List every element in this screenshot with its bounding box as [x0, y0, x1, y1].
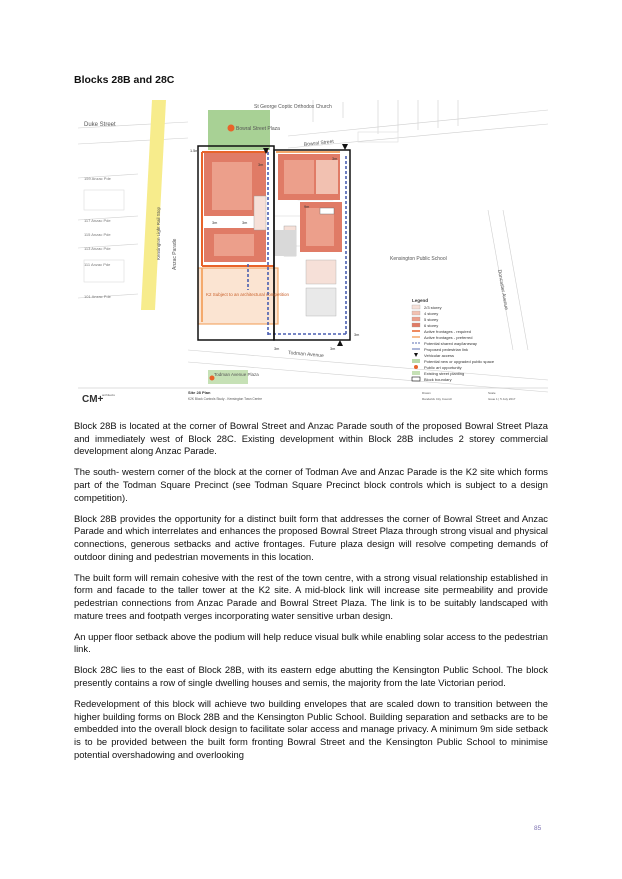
address-label: 117 Anzac Pde: [84, 218, 111, 223]
label-kensington-school: Kensington Public School: [390, 256, 447, 262]
dim-label: 3m: [332, 157, 338, 161]
dim-label: 3m: [212, 221, 218, 225]
address-label: 115 Anzac Pde: [84, 232, 111, 237]
address-label: 113 Anzac Pde: [84, 246, 111, 251]
label-todman-plaza: Todman Avenue Plaza: [214, 372, 259, 377]
dim-label: 3m: [274, 347, 280, 351]
svg-text:Potential new or upgraded publ: Potential new or upgraded public space: [424, 359, 495, 364]
cm-logo: CM+: [82, 394, 104, 405]
dim-label: 3m: [330, 347, 336, 351]
label-todman-avenue: Todman Avenue: [287, 350, 324, 360]
svg-text:Vehicular access: Vehicular access: [424, 353, 455, 358]
meta-value-left: Randwick City Council: [422, 397, 452, 401]
legend-title: Legend: [412, 298, 429, 303]
svg-text:2/3 storey: 2/3 storey: [424, 305, 442, 310]
svg-text:Potential shared way/laneway: Potential shared way/laneway: [424, 341, 477, 346]
label-st-george: St George Coptic Orthodox Church: [254, 104, 332, 110]
label-doncaster: Doncaster Avenue: [496, 269, 510, 311]
paragraph: The south- western corner of the block at the corner of Todman Ave and Anzac Parade is the K2 site which forms part of the Todman Square Precinct (see Todman Square Precinct block controls which is subject to a design competition).: [74, 466, 548, 503]
dim-label: 9m: [304, 205, 310, 209]
body-text: [74, 420, 548, 770]
label-duke-street: Duke Street: [84, 122, 116, 128]
paragraph: The built form will remain cohesive with the rest of the town centre, with a strong visual relationship established in form and facade to the taller tower at the K2 site. A mid-block link will increase site permeability and provide pedestrian connections from Anzac Parade and Bowral Street Plaza. The link is to be suitably landscaped with mature trees and footpath verges incorporating water sensitive urban design.: [74, 571, 548, 621]
label-anzac-parade: Anzac Parade: [172, 238, 178, 270]
meta-label-left: Drawn: [422, 391, 431, 395]
paragraph: Redevelopment of this block will achieve two building envelopes that are scaled down to transition between the higher building forms on Block 28B and the Kensington Public School. Building separation and setbacks are to be embedded into the overall block design to facilitate solar access and manage privacy. A minimum 9m side setback is to be provided between the built form fronting Bowral Street and the Kensington Public School to minimise potential overshadowing and overlooking: [74, 698, 548, 760]
svg-text:Active frontages - preferred: Active frontages - preferred: [424, 335, 473, 340]
paragraph: Block 28B is located at the corner of Bowral Street and Anzac Parade south of the proposed Bowral Street Plaza and immediately west of Block 28C. Existing development within Block 28B includes 2 storey commercial development along Anzac Parade.: [74, 420, 548, 457]
paragraph: An upper floor setback above the podium will help reduce visual bulk while enabling solar access to the pedestrian link.: [74, 630, 548, 655]
cm-logo-sub: architects: [102, 393, 115, 397]
dim-label: 3m: [354, 333, 360, 337]
svg-text:4 storey: 4 storey: [424, 311, 439, 316]
site-subtitle: K2K Block Controls Study - Kensington Town Centre: [188, 397, 262, 401]
svg-text:Block boundary: Block boundary: [424, 377, 452, 382]
address-label: 159 Anzac Pde: [84, 176, 111, 181]
site-title: Site 28 Plan: [188, 390, 211, 395]
label-k2: K2 Subject to an architectural competition: [206, 292, 290, 297]
svg-text:5 storey: 5 storey: [424, 317, 439, 322]
meta-value-right: Issue 1 | 5 July 2017: [488, 397, 516, 401]
label-bowral-street: Bowral Street: [303, 138, 335, 148]
svg-text:Existing street planting: Existing street planting: [424, 371, 465, 376]
paragraph: Block 28C lies to the east of Block 28B, with its eastern edge abutting the Kensington Public School. The block presently contains a row of single dwelling houses and semis, the majority from the late Victorian period.: [74, 664, 548, 689]
svg-text:6 storey: 6 storey: [424, 323, 439, 328]
page-number: 85: [534, 825, 542, 832]
svg-text:Proposed pedestrian link: Proposed pedestrian link: [424, 347, 469, 352]
svg-text:Public art opportunity: Public art opportunity: [424, 365, 462, 370]
svg-text:Active frontages - required: Active frontages - required: [424, 329, 471, 334]
legend-item: [412, 359, 495, 364]
address-label: 111 Anzac Pde: [84, 262, 111, 267]
section-heading: Blocks 28B and 28C: [74, 74, 175, 86]
dim-label: 3m: [258, 163, 264, 167]
dim-label: 1.5m: [190, 149, 199, 153]
label-light-rail: Kensington Light Rail Stop: [156, 206, 161, 260]
dim-label: 3m: [242, 221, 248, 225]
address-label: 101 Anzac Pde: [84, 294, 111, 299]
site-plan: [78, 100, 548, 405]
meta-label-right: Scale: [488, 391, 496, 395]
label-bowral-plaza: Bowral Street Plaza: [236, 126, 280, 132]
paragraph: Block 28B provides the opportunity for a distinct built form that addresses the corner of Bowral Street and Anzac Parade and which interrelates and enhances the proposed Bowral Street Plaza through strong visual and physical connections, generous setbacks and active frontages. Future plaza design will resolve competing demands of outdoor dining and pedestrian movements in this location.: [74, 512, 548, 562]
